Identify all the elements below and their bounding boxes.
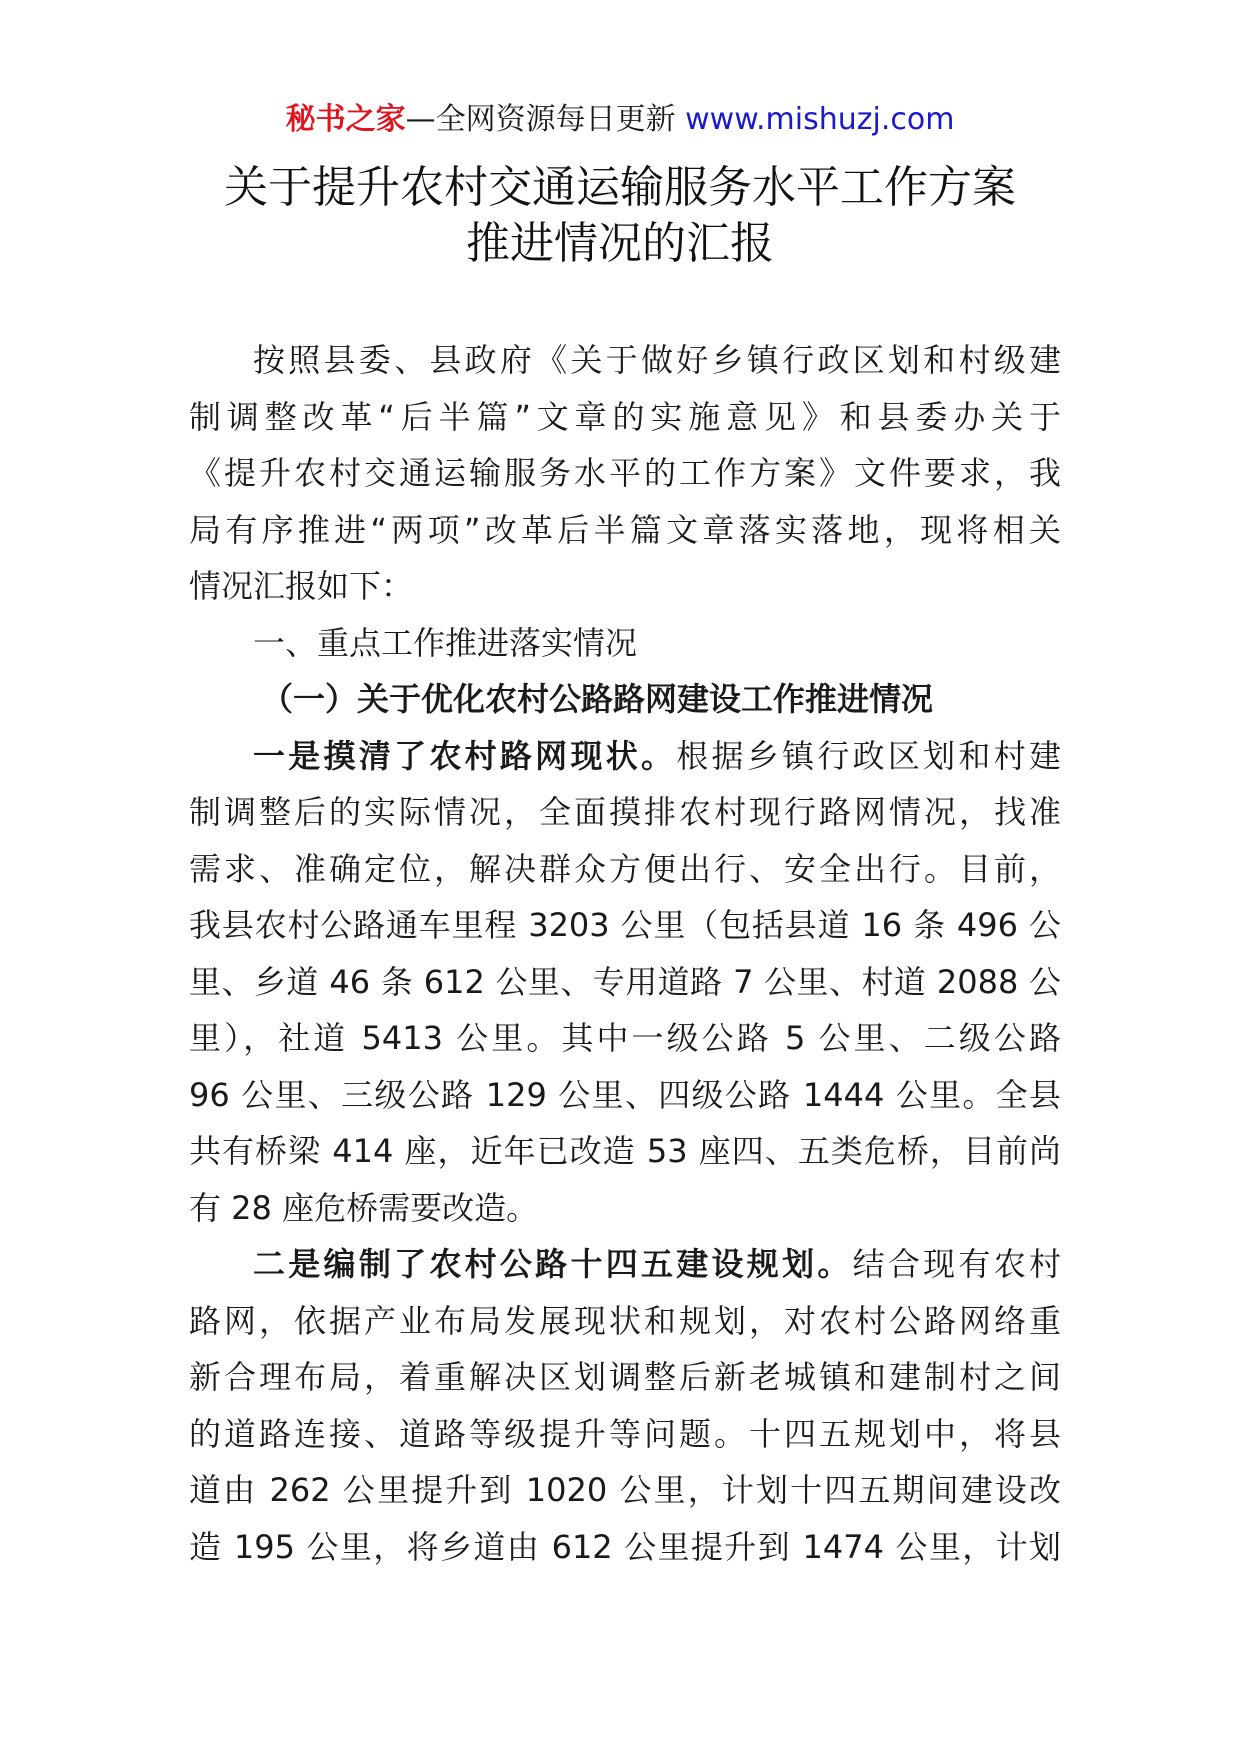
text-line [189, 1236, 1061, 1293]
site-url-link[interactable]: www.mishuzj.com [685, 102, 955, 137]
paragraph-lead: 一是摸清了农村路网现状。 [253, 736, 677, 775]
document-title [0, 160, 1240, 272]
text-line: 有 28 座危桥需要改造。 [189, 1188, 539, 1227]
text-line: 《提升农村交通运输服务水平的工作方案》文件要求，我 [189, 454, 1061, 492]
title-line-1: 关于提升农村交通运输服务水平工作方案 [224, 162, 1016, 213]
text-line: 里），社道 5413 公里。其中一级公路 5 公里、二级公路 [189, 1019, 1061, 1057]
text-line: 制调整后的实际情况，全面摸排农村现行路网情况，找准 [189, 793, 1061, 831]
paragraph-text: 根据乡镇行政区划和村建 [676, 736, 1061, 775]
intro-paragraph [189, 332, 1061, 615]
paragraph-planning [189, 1236, 1061, 1575]
text-line: 局有序推进“两项”改革后半篇文章落实落地，现将相关 [189, 510, 1061, 549]
subsection-heading: （一）关于优化农村公路路网建设工作推进情况 [261, 680, 934, 718]
text-line: 道由 262 公里提升到 1020 公里，计划十四五期间建设改 [189, 1471, 1061, 1509]
brand-name: 秘书之家 [285, 102, 406, 137]
text-line: 制调整改革“后半篇”文章的实施意见》和县委办关于 [189, 397, 1061, 436]
paragraph-lead: 二是编制了农村公路十四五建设规划。 [253, 1245, 853, 1283]
paragraph-text: 结合现有农村 [852, 1245, 1061, 1283]
text-line: 情况汇报如下： [189, 567, 414, 605]
text-line: 需求、准确定位，解决群众方便出行、安全出行。目前， [189, 849, 1061, 888]
site-header [0, 100, 1240, 140]
text-line: 的道路连接、道路等级提升等问题。十四五规划中，将县 [189, 1414, 1061, 1453]
header-tagline: —全网资源每日更新 [405, 102, 676, 137]
text-line: 路网，依据产业布局发展现状和规划，对农村公路网络重 [189, 1301, 1061, 1340]
title-line-2: 推进情况的汇报 [466, 218, 774, 269]
text-line [189, 728, 1061, 785]
text-line: 按照县委、县政府《关于做好乡镇行政区划和村级建 [253, 341, 1061, 379]
paragraph-road-network [189, 728, 1061, 1237]
text-line: 新合理布局，着重解决区划调整后新老城镇和建制村之间 [189, 1358, 1061, 1396]
text-line: 共有桥梁 414 座，近年已改造 53 座四、五类危桥，目前尚 [189, 1132, 1061, 1170]
text-line: 造 195 公里，将乡道由 612 公里提升到 1474 公里，计划 [189, 1527, 1061, 1566]
text-line: 96 公里、三级公路 129 公里、四级公路 1444 公里。全县 [189, 1075, 1061, 1114]
document-body [189, 332, 1061, 1575]
text-line: 我县农村公路通车里程 3203 公里（包括县道 16 条 496 公 [189, 906, 1061, 944]
text-line: 里、乡道 46 条 612 公里、专用道路 7 公里、村道 2088 公 [189, 962, 1061, 1001]
section-heading: 一、重点工作推进落实情况 [253, 623, 638, 662]
